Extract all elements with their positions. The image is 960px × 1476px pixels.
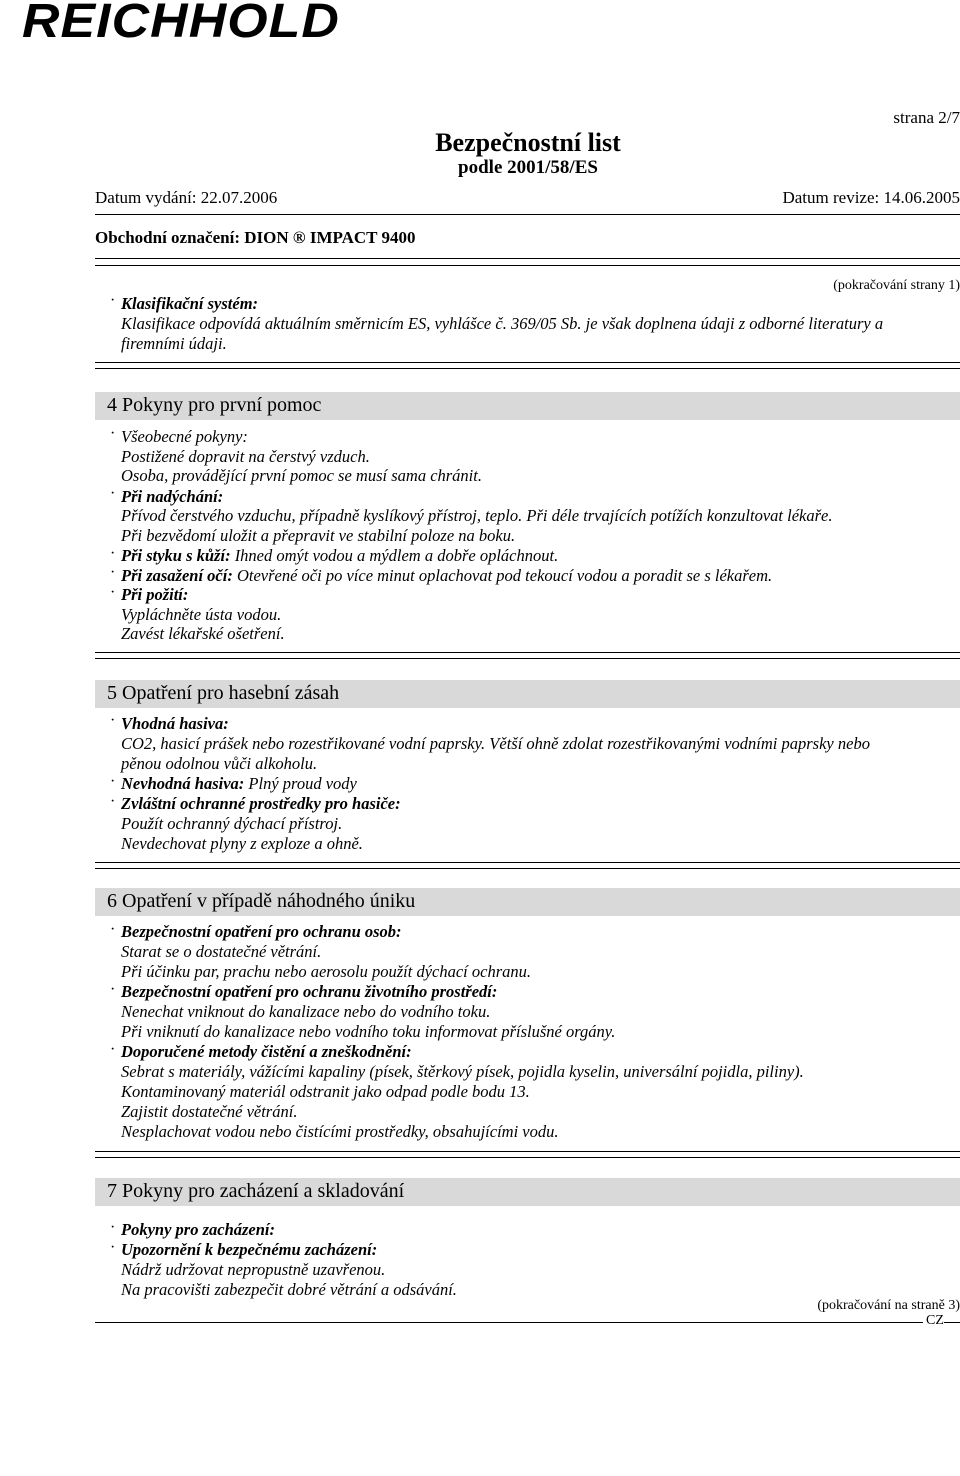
section-divider xyxy=(95,362,960,369)
safe-handling-label: Upozornění k bezpečnému zacházení: xyxy=(121,1240,378,1259)
eye-contact: Při zasažení očí: Otevřené oči po více minut oplachovat pod tekoucí vodou a poradit se s lékařem. xyxy=(121,566,773,585)
bullet: · xyxy=(110,564,116,581)
bullet: · xyxy=(110,1219,116,1236)
section-7-title: 7 Pokyny pro zacházení a skladování xyxy=(107,1180,405,1202)
section-divider xyxy=(95,652,960,659)
section-5-header xyxy=(95,680,960,708)
inhalation-text-2: Při bezvědomí uložit a přepravit ve stabilní poloze na boku. xyxy=(121,526,516,545)
section-4-header xyxy=(95,392,960,420)
page-number: strana 2/7 xyxy=(893,108,960,127)
classification-text-1: Klasifikace odpovídá aktuálním směrnicím ES, vyhlášce č. 369/05 Sb. je však doplnena údaji z odborné literatury a xyxy=(121,314,884,333)
section-divider xyxy=(95,1151,960,1158)
environment-label: Bezpečnostní opatření pro ochranu životního prostředí: xyxy=(121,982,498,1001)
section-5-title: 5 Opatření pro hasební zásah xyxy=(107,682,340,704)
document-subtitle: podle 2001/58/ES xyxy=(458,157,598,178)
ingestion-text-2: Zavést lékařské ošetření. xyxy=(121,624,285,643)
continued-from: (pokračování strany 1) xyxy=(833,278,960,293)
special-label: Zvláštní ochranné prostředky pro hasiče: xyxy=(121,794,401,813)
section-6-header xyxy=(95,888,960,916)
classification-label: Klasifikační systém: xyxy=(121,294,259,313)
skin-contact: Při styku s kůží: Ihned omýt vodou a mýdlem a dobře opláchnout. xyxy=(121,546,559,565)
bullet: · xyxy=(110,292,116,309)
bullet: · xyxy=(110,584,116,601)
divider xyxy=(95,214,960,215)
inhalation-label: Při nadýchání: xyxy=(121,487,224,506)
cleanup-text-4: Nesplachovat vodou nebo čistícími prostředky, obsahujícími vodu. xyxy=(121,1122,559,1141)
trade-name: Obchodní označení: DION ® IMPACT 9400 xyxy=(95,228,416,247)
ingestion-label: Při požití: xyxy=(121,585,189,604)
ingestion-text-1: Vypláchněte ústa vodou. xyxy=(121,605,282,624)
bullet: · xyxy=(110,485,116,502)
bullet: · xyxy=(110,793,116,810)
unsuitable-agents: Nevhodná hasiva: Plný proud vody xyxy=(121,774,357,793)
safe-handling-text-2: Na pracovišti zabezpečit dobré větrání a odsávání. xyxy=(121,1280,457,1299)
inhalation-text-1: Přívod čerstvého vzduchu, případně kyslíkový přístroj, teplo. Při déle trvajících potížích konzultovat lékaře. xyxy=(121,506,833,525)
bullet: · xyxy=(110,425,116,442)
general-text-1: Postižené dopravit na čerstvý vzduch. xyxy=(121,447,370,466)
cleanup-text-2: Kontaminovaný materiál odstranit jako odpad podle bodu 13. xyxy=(121,1082,530,1101)
personal-text-2: Při účinku par, prachu nebo aerosolu použít dýchací ochranu. xyxy=(121,962,532,981)
classification-text-2: firemními údaji. xyxy=(121,334,227,353)
cleanup-text-3: Zajistit dostatečné větrání. xyxy=(121,1102,298,1121)
bullet: · xyxy=(110,545,116,562)
general-text-2: Osoba, provádějící první pomoc se musí sama chránit. xyxy=(121,466,482,485)
environment-text-1: Nenechat vniknout do kanalizace nebo do vodního toku. xyxy=(121,1002,491,1021)
handling-label: Pokyny pro zacházení: xyxy=(121,1220,275,1239)
personal-label: Bezpečnostní opatření pro ochranu osob: xyxy=(121,922,402,941)
logo-text: REICHHOLD xyxy=(22,0,340,48)
personal-text-1: Starat se o dostatečné větrání. xyxy=(121,942,322,961)
divider xyxy=(95,265,960,266)
section-7-header xyxy=(95,1178,960,1206)
bullet: · xyxy=(110,1239,116,1256)
environment-text-2: Při vniknutí do kanalizace nebo vodního toku informovat příslušné orgány. xyxy=(121,1022,616,1041)
bullet: · xyxy=(110,1041,116,1058)
revision-date: Datum revize: 14.06.2005 xyxy=(782,188,960,207)
cleanup-label: Doporučené metody čistění a zneškodnění: xyxy=(121,1042,412,1061)
section-divider xyxy=(95,862,960,869)
suitable-text-1: CO2, hasicí prášek nebo rozestřikované vodní paprsky. Větší ohně zdolat rozestřikovanými vodními paprsky nebo xyxy=(121,734,870,753)
issue-date: Datum vydání: 22.07.2006 xyxy=(95,188,278,207)
safe-handling-text-1: Nádrž udržovat nepropustně uzavřenou. xyxy=(121,1260,386,1279)
bullet: · xyxy=(110,921,116,938)
divider xyxy=(95,258,960,259)
suitable-label: Vhodná hasiva: xyxy=(121,714,229,733)
bullet: · xyxy=(110,773,116,790)
language-code: CZ xyxy=(926,1313,944,1328)
bullet: · xyxy=(110,712,116,729)
general-label: Všeobecné pokyny: xyxy=(121,427,248,446)
continued-to: (pokračování na straně 3) xyxy=(817,1298,960,1313)
bullet: · xyxy=(110,981,116,998)
special-text-1: Použít ochranný dýchací přístroj. xyxy=(121,814,343,833)
cleanup-text-1: Sebrat s materiály, vážícími kapaliny (písek, štěrkový písek, pojidla kyselin, universální pojidla, piliny). xyxy=(121,1062,804,1081)
footer-rule xyxy=(95,1322,923,1323)
suitable-text-2: pěnou odolnou vůči alkoholu. xyxy=(121,754,318,773)
document-title: Bezpečnostní list xyxy=(435,128,621,157)
footer-rule xyxy=(944,1322,960,1323)
special-text-2: Nevdechovat plyny z exploze a ohně. xyxy=(121,834,363,853)
section-6-title: 6 Opatření v případě náhodného úniku xyxy=(107,890,416,912)
section-4-title: 4 Pokyny pro první pomoc xyxy=(107,394,322,416)
